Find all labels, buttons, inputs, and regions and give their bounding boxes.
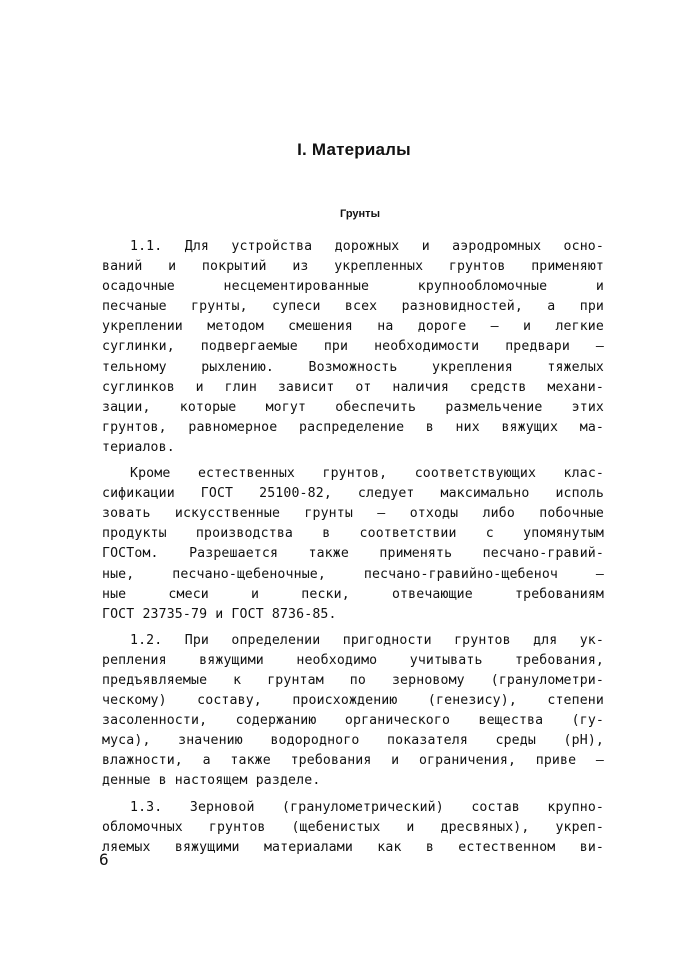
text-line: укреплении методом смешения на дороге – и легкие — [102, 319, 604, 335]
chapter-title: I. Материалы — [297, 140, 411, 159]
text-line: осадочные несцементированные крупнообломочные и — [102, 279, 604, 295]
text-line: ные смеси и пески, отвечающие требованиям — [102, 586, 604, 602]
text-line: предъявляемые к грунтам по зерновому (гранулометри- — [102, 672, 604, 688]
text-line: ГОСТом. Разрешается также применять песчано-гравий- — [102, 546, 604, 562]
text-line: влажности, а также требования и ограничения, приве – — [102, 753, 604, 769]
section-title: Грунты — [340, 208, 380, 220]
text-line: суглинки, подвергаемые при необходимости предвари – — [102, 339, 604, 355]
text-line: 1.3. Зерновой (гранулометрический) состав крупно- — [130, 799, 604, 815]
text-line: репления вяжущими необходимо учитывать требования, — [102, 652, 604, 668]
paragraph-natural-soils — [102, 464, 604, 625]
paragraph-1-1 — [102, 237, 604, 458]
text-line: териалов. — [102, 439, 175, 455]
text-line: зовать искусственные грунты – отходы либо побочные — [102, 506, 604, 522]
text-line: продукты производства в соответствии с упомянутым — [102, 526, 604, 542]
text-line: ческому) составу, происхождению (генезису), степени — [102, 693, 604, 709]
text-line: сификации ГОСТ 25100-82, следует максимально исполь — [102, 486, 604, 502]
text-line: 1.1. Для устройства дорожных и аэродромных осно- — [130, 239, 604, 254]
page-number: 6 — [99, 850, 109, 869]
text-line: обломочных грунтов (щебенистых и дресвяных), укреп- — [102, 819, 604, 835]
text-line: засоленности, содержанию органического вещества (гу- — [102, 713, 604, 729]
text-line: ные, песчано-щебеночные, песчано-гравийно-щебеноч – — [102, 566, 604, 582]
text-line: тельному рыхлению. Возможность укрепления тяжелых — [102, 359, 604, 375]
paragraph-1-3 — [102, 798, 604, 858]
text-line: зации, которые могут обеспечить размельчение этих — [102, 399, 604, 415]
text-line: ляемых вяжущими материалами как в естественном ви- — [102, 839, 604, 855]
text-line: песчаные грунты, супеси всех разновидностей, а при — [102, 299, 604, 315]
text-line: суглинков и глин зависит от наличия средств механи- — [102, 379, 604, 395]
text-line: 1.2. При определении пригодности грунтов для ук- — [130, 632, 604, 648]
body-text — [102, 237, 604, 858]
text-line: грунтов, равномерное распределение в них вяжущих ма- — [102, 419, 604, 435]
text-line: муса), значению водородного показателя среды (pH), — [102, 733, 604, 749]
paragraph-1-2 — [102, 631, 604, 792]
text-line: ваний и покрытий из укрепленных грунтов применяют — [102, 259, 604, 275]
text-line: денные в настоящем разделе. — [102, 773, 321, 789]
text-line: ГОСТ 23735-79 и ГОСТ 8736-85. — [102, 606, 337, 622]
text-line: Кроме естественных грунтов, соответствующих клас- — [130, 466, 604, 482]
